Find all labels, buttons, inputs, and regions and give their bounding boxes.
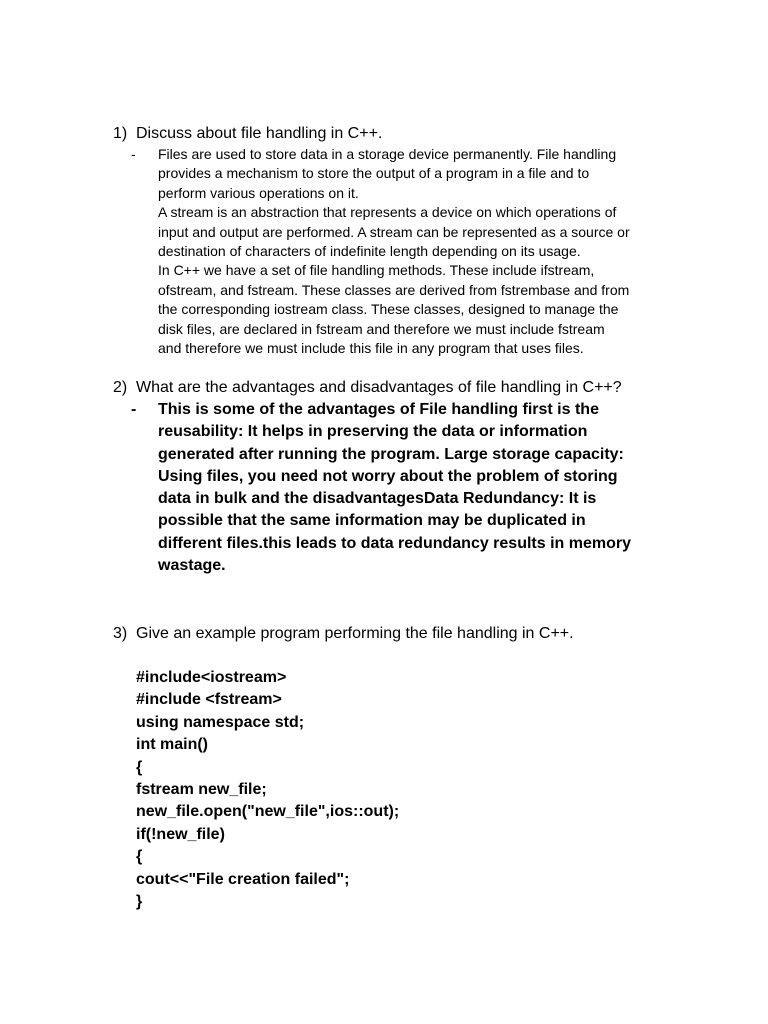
code-line: cout<<"File creation failed"; (136, 870, 350, 888)
question-2-heading (113, 378, 622, 398)
question-2-number: 2) (113, 379, 128, 396)
question-1-paragraph-1: Files are used to store data in a storage device permanently. File handling provides a mechanism to store the output of a program in a file and to perform various operations on it. (158, 146, 617, 201)
question-2-answer-body: This is some of the advantages of File handling first is the reusability: It helps in preserving the data or information generated after running the program. Large storage capacity: Using files, you need not worry about the problem of storing data in bulk and the disadvantagesData Redundancy: It is possible that the same information may be duplicated in different files.this leads to data redundancy results in memory wastage. (158, 401, 632, 575)
question-3-heading (113, 624, 574, 644)
question-1-bullet: - (131, 146, 136, 162)
question-1-number: 1) (113, 125, 128, 142)
code-line: int main() (136, 736, 208, 754)
code-line: { (136, 848, 143, 866)
code-line: if(!new_file) (136, 825, 225, 843)
code-line: { (136, 758, 143, 776)
question-1-answer (131, 145, 631, 358)
question-2-answer (131, 399, 651, 577)
question-3-number: 3) (113, 625, 128, 642)
question-3-title: Give an example program performing the file handling in C++. (136, 625, 574, 642)
question-1-paragraph-2: A stream is an abstraction that represents a device on which operations of input and output are performed. A stream can be represented as a source or destination of characters of indefinite length depending on its usage. (158, 204, 630, 260)
code-line: #include <fstream> (136, 691, 282, 709)
code-listing (136, 667, 399, 913)
question-1-title: Discuss about file handling in C++. (136, 125, 383, 142)
question-2-title: What are the advantages and disadvantages of file handling in C++? (136, 379, 622, 396)
question-2-bullet: - (131, 401, 137, 418)
question-1-answer-body (158, 145, 631, 358)
question-1-paragraph-3: In C++ we have a set of file handling methods. These include ifstream, ofstream, and fstream. These classes are derived from fstrembase and from the corresponding iostream class. These classes, designed to manage the disk files, are declared in fstream and therefore we must include fstream and therefore we must include this file in any program that uses files. (158, 262, 630, 357)
code-line: fstream new_file; (136, 781, 267, 799)
code-line: new_file.open("new_file",ios::out); (136, 803, 400, 821)
code-line: } (136, 893, 143, 911)
question-1-heading (113, 124, 382, 144)
code-line: using namespace std; (136, 713, 305, 731)
code-line: #include<iostream> (136, 669, 287, 686)
